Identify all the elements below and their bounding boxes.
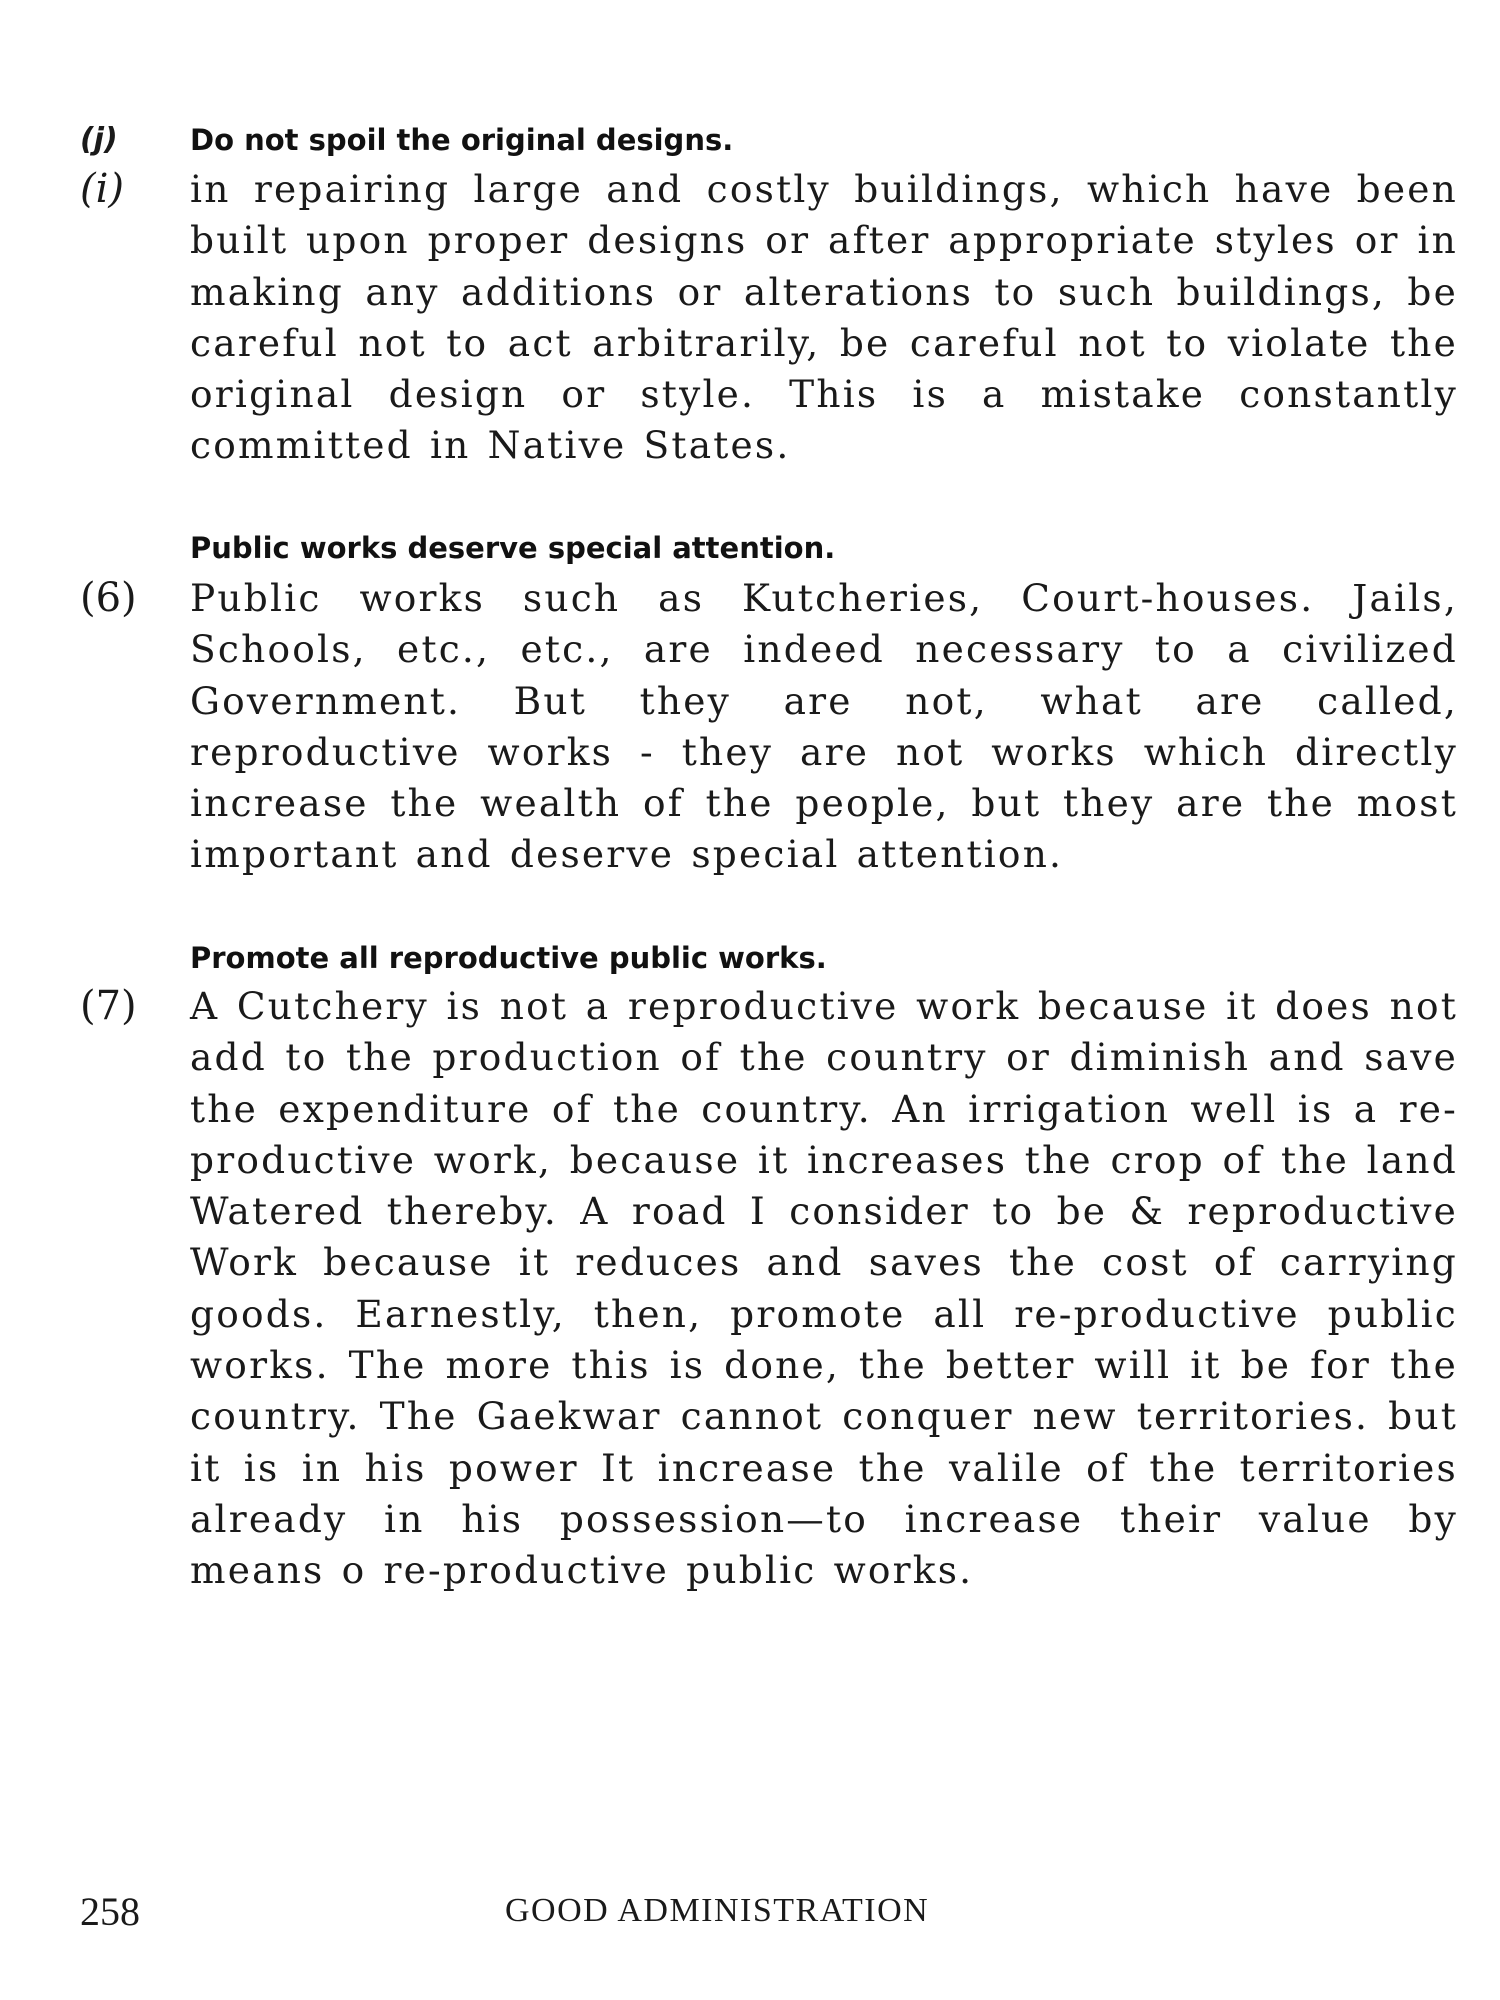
section-1-paragraph: in repairing large and costly buildings, which have been built upon proper designs or after appropriate styles or in making any additions or alterations to such buildings, be careful not to act arbitrarily, be careful not to violate the original design or style. This is a mistake constantly committed in Native States. — [190, 167, 1458, 468]
section-3-sidenote: Promote all reproductive public works. — [190, 941, 827, 975]
section-1-marker: (i) — [80, 166, 125, 212]
section-2-marker: (6) — [80, 575, 137, 621]
page-number: 258 — [80, 1889, 140, 1934]
section-3-marker: (7) — [80, 983, 137, 1029]
section-2-paragraph: Public works such as Kutcheries, Court-houses. Jails, Schools, etc., etc., are indeed necessary to a civilized Government. But they are not, what are called, reproductive works - they are not works which directly increase the wealth of the people, but they are the most important and deserve special attention. — [190, 576, 1458, 877]
section-2-sidenote: Public works deserve special attention. — [190, 531, 836, 565]
running-title: GOOD ADMINISTRATION — [505, 1892, 930, 1929]
section-1-sidenote: Do not spoil the original designs. — [190, 123, 734, 157]
section-1-sidenote-marker: (j) — [80, 122, 118, 157]
section-3-paragraph: A Cutchery is not a reproductive work because it does not add to the production of the country or diminish and save the expenditure of the country. An irrigation well is a re-productive work, because it increases the crop of the land Watered thereby. A road I consider to be & reproductive Work because it reduces and saves the cost of carrying goods. Earnestly, then, promote all re-productive public works. The more this is done, the better will it be for the country. The Gaekwar cannot conquer new territories. but it is in his power It increase the valile of the territories already in his possession—to increase their value by means o re-productive public works. — [190, 984, 1458, 1593]
